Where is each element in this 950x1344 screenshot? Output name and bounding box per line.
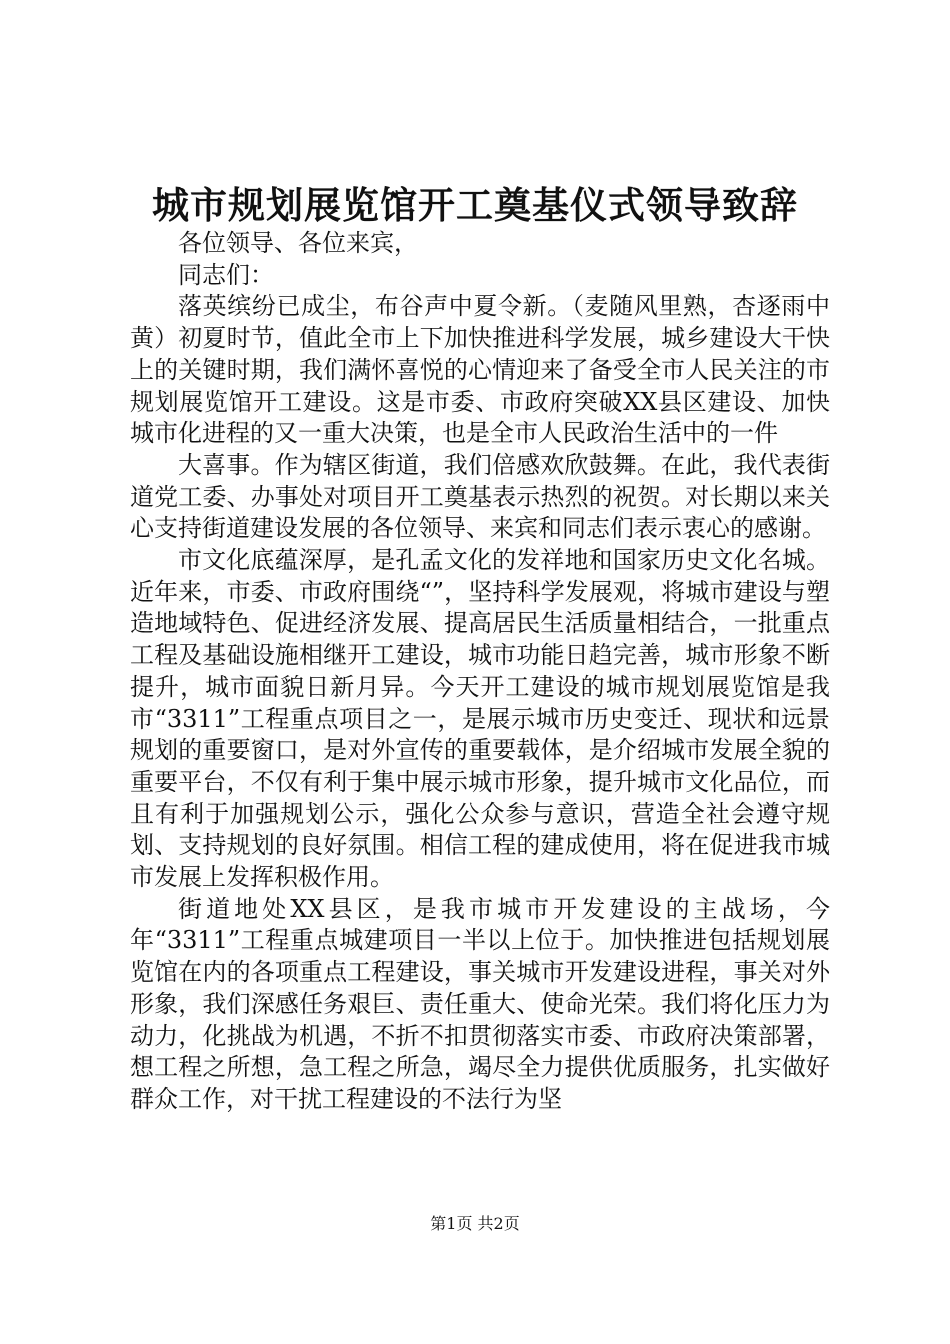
page-number: 第1页 共2页 [430, 1214, 520, 1233]
document-body [130, 228, 830, 1116]
paragraph-street-commitment: 街道地处XX县区，是我市城市开发建设的主战场，今年“3311”工程重点城建项目一半以上位于。加快推进包括规划展览馆在内的各项重点工程建设，事关城市开发建设进程，事关对外形象，我们深感任务艰巨、责任重大、使命光荣。我们将化压力为动力，化挑战为机遇，不折不扣贯彻落实市委、市政府决策部署，想工程之所想，急工程之所急，竭尽全力提供优质服务，扎实做好群众工作，对干扰工程建设的不法行为坚 [130, 894, 830, 1113]
paragraph-congratulations: 大喜事。作为辖区街道，我们倍感欢欣鼓舞。在此，我代表街道党工委、办事处对项目开工奠基表示热烈的祝贺。对长期以来关心支持街道建设发展的各位领导、来宾和同志们表示衷心的感谢。 [130, 450, 830, 543]
document-title: 城市规划展览馆开工奠基仪式领导致辞 [152, 183, 798, 227]
salutation-line-1: 各位领导、各位来宾， [178, 229, 418, 257]
paragraph-city-culture: 市文化底蕴深厚，是孔孟文化的发祥地和国家历史文化名城。近年来，市委、市政府围绕“”，坚持科学发展观，将城市建设与塑造地域特色、促进经济发展、提高居民生活质量相结合，一批重点工程及基础设施相继开工建设，城市功能日趋完善，城市形象不断提升，城市面貌日新月异。今天开工建设的城市规划展览馆是我市“3311”工程重点项目之一，是展示城市历史变迁、现状和远景规划的重要窗口，是对外宣传的重要载体，是介绍城市发展全貌的重要平台，不仅有利于集中展示城市形象，提升城市文化品位，而且有利于加强规划公示，强化公众参与意识，营造全社会遵守规划、支持规划的良好氛围。相信工程的建成使用，将在促进我市城市发展上发挥积极作用。 [130, 546, 830, 892]
salutation-line-2: 同志们： [178, 260, 274, 289]
paragraph-opening: 落英缤纷已成尘，布谷声中夏令新。（麦随风里熟，杏逐雨中黄）初夏时节，值此全市上下加快推进科学发展，城乡建设大干快上的关键时期，我们满怀喜悦的心情迎来了备受全市人民关注的市规划展览馆开工建设。这是市委、市政府突破XX县区建设、加快城市化进程的又一重大决策，也是全市人民政治生活中的一件 [130, 292, 830, 448]
